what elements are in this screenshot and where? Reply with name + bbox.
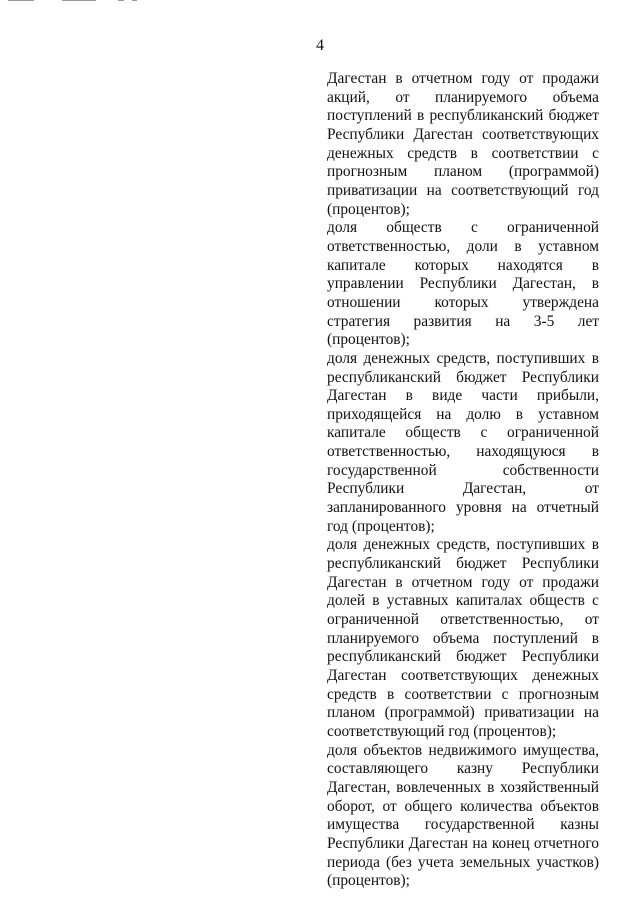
scan-edge-mark bbox=[118, 0, 124, 1]
paragraph-llc-strategy-share: доля обществ с ограниченной ответственностью, доли в уставном капитале которых находятся в управлении Республики Дагестан, в отношении которых утверждена стратегия развития на 3-5 лет (процентов); bbox=[327, 219, 599, 349]
paragraph-real-estate-treasury: доля объектов недвижимого имущества, составляющего казну Республики Дагестан, вовлеченных в хозяйственный оборот, от общего количества объектов имущества государственной казны Республики Дагестан на конец отчетного периода (без учета земельных участков) (процентов); bbox=[327, 741, 599, 890]
paragraph-share-sales-continuation: Дагестан в отчетном году от продажи акций, от планируемого объема поступлений в республиканский бюджет Республики Дагестан соответствующих денежных средств в соответствии с прогнозным планом (программой) приватизации на соответствующий год (процентов); bbox=[327, 70, 599, 218]
paragraph-llc-stake-sales: доля денежных средств, поступивших в республиканский бюджет Республики Дагестан в отчетном году от продажи долей в уставных капиталах обществ с ограниченной ответственностью, от планируемого объема поступлений в республиканский бюджет Республики Дагестан соответствующих денежных средств в соответствии с прогнозным планом (программой) приватизации на соответствующий год (процентов); bbox=[327, 536, 599, 740]
page-number: 4 bbox=[316, 37, 324, 54]
scan-edge-mark bbox=[62, 0, 96, 1]
scan-edge-mark bbox=[8, 0, 34, 1]
document-body bbox=[327, 70, 599, 891]
scan-edge-mark bbox=[132, 0, 137, 1]
paragraph-profit-share-revenue: доля денежных средств, поступивших в республиканский бюджет Республики Дагестан в виде части прибыли, приходящейся на долю в уставном капитале обществ с ограниченной ответственностью, находящуюся в государственной собственности Республики Дагестан, от запланированного уровня на отчетный год (процентов); bbox=[327, 349, 599, 535]
